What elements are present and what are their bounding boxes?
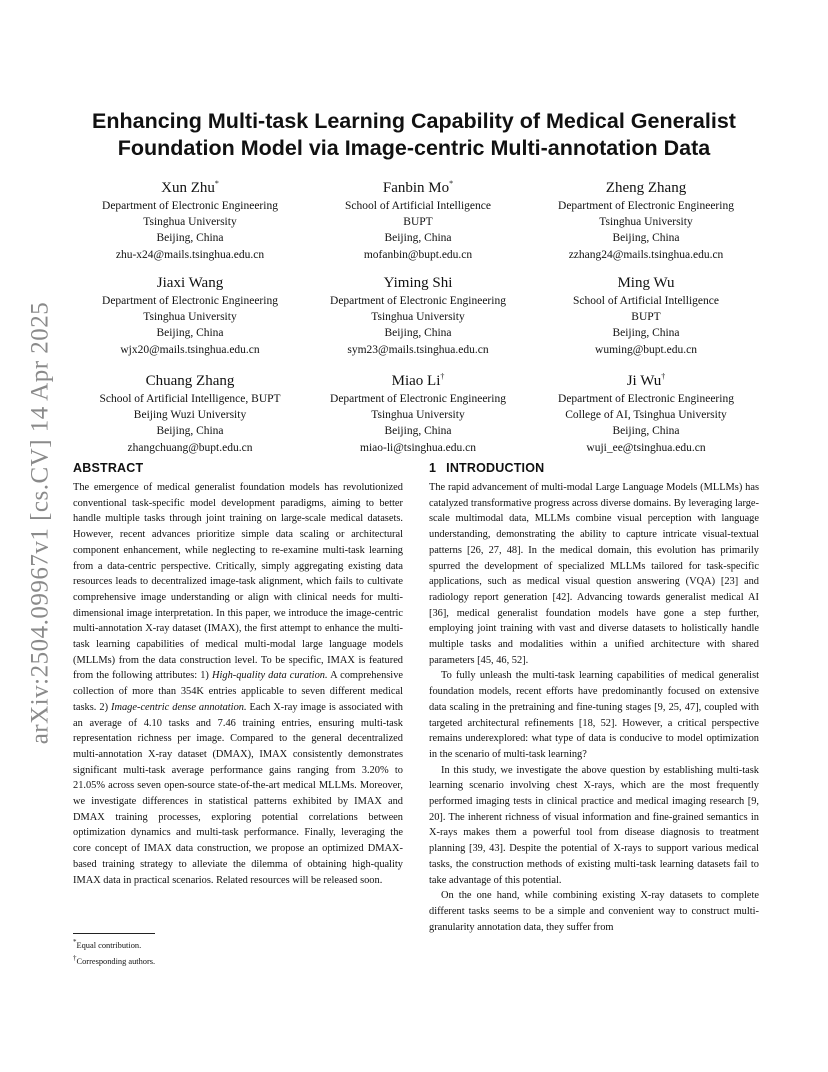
introduction-heading [429,460,759,477]
author-affiliation: Beijing Wuzi University [133,409,247,422]
author-email: zhu-x24@mails.tsinghua.edu.cn [115,248,265,261]
intro-paragraph: The rapid advancement of multi-modal Large Language Models (MLLMs) has catalyzed transformative progress across diverse domains. By leveraging large-scale multimodal data, MLLMs combine visual perception with language understanding, demonstrating the ability to capture intricate visual-textual patterns [26, 27, 48]. In the medical domain, this evolution has primarily spurred the development of specialized MLLMs tailored for task-specific applications, such as medical visual question answering (VQA) [23] and radiology report generation [42]. Advancing towards generalist medical AI [36], medical generalist foundation models have gone a step further, employing joint training with vast and diverse datasets to holistically handle multiple tasks and modalities within a unified architecture with shared parameters [45, 46, 52]. [429,482,759,666]
author-card [304,269,532,367]
arxiv-stamp: arXiv:2504.09967v1 [cs.CV] 14 Apr 2025 [26,301,54,745]
intro-paragraph: In this study, we investigate the above question by establishing multi-task learning scenario involving chest X-rays, which are the most frequently performed imaging tests in clinical practice and medical imaging research [9, 20]. The inherent richness of visual information and fine-grained semantics in X-rays makes them a powerful tool from disease diagnosis to treatment planning [39, 43]. Despite the potential of X-rays to support various medical tasks, the construction methods of existing multi-task learning datasets fail to take advantage of this potential. [429,764,759,886]
author-affiliation: BUPT [631,311,661,324]
author-block [76,174,760,462]
author-name: Chuang Zhang [145,373,235,389]
author-affiliation: Tsinghua University [143,216,237,229]
footnote-divider [73,933,155,934]
author-affiliation: Tsinghua University [371,409,465,422]
author-location: Beijing, China [612,327,680,340]
footnote-corresponding: †Corresponding authors. [73,954,156,967]
section-title: INTRODUCTION [446,461,545,475]
title-line-1: Enhancing Multi-task Learning Capability of Medical Generalist [92,109,736,133]
author-location: Beijing, China [612,232,680,245]
author-card [532,269,760,367]
footnote-equal-contribution: *Equal contribution. [73,938,142,950]
author-card [76,367,304,462]
author-email: miao-li@tsinghua.edu.cn [360,441,476,454]
author-location: Beijing, China [612,425,680,438]
author-name: Fanbin Mo* [382,179,454,196]
abstract-paragraph: The emergence of medical generalist foundation models has revolutionized conventional task-specific model development paradigms, aiming to better handle multiple tasks through joint training on large-scale medical datasets. However, recent advances prioritize simple data scaling or architectural component enhancement, while neglecting to re-examine multi-task learning from a data-centric perspective. Critically, simply aggregating existing data resources leads to decentralized image-task alignment, which fails to cultivate comprehensive image understanding or align with clinical needs for multi-dimensional image interpretation. In this paper, we introduce the image-centric multi-annotation X-ray dataset (IMAX), the first attempt to enhance the multi-task learning capabilities of medical multi-modal large language models (MLLMs) from the data construction level. To be specific, IMAX is featured from the following attributes: 1) High-quality data curation. A comprehensive collection of more than 354K entries applicable to seven different medical tasks. 2) Image-centric dense annotation. Each X-ray image is associated with an average of 4.10 tasks and 7.46 training entries, ensuring multi-task representation richness per image. Compared to the general decentralized multi-annotation X-ray dataset (DMAX), IMAX consistently demonstrates significant multi-task average performance gains ranging from 3.20% to 21.05% across seven open-source state-of-the-art medical MLLMs. Moreover, we investigate differences in statistical patterns exhibited by IMAX and DMAX training processes, exploring potential correlations between optimization dynamics and multi-task performance. Finally, leveraging the core concept of IMAX data construction, we propose an optimized DMAX-based training strategy to alleviate the dilemma of obtaining high-quality IMAX data in practical scenarios. Related resources will be released soon. [73,482,404,886]
author-email: mofanbin@bupt.edu.cn [363,248,473,261]
author-email: wuming@bupt.edu.cn [595,343,697,356]
author-name: Miao Li† [391,372,445,389]
author-card [304,367,532,462]
author-affiliation: Department of Electronic Engineering [558,393,734,405]
author-card [532,367,760,462]
author-email: zzhang24@mails.tsinghua.edu.cn [568,248,724,261]
abstract-heading: ABSTRACT [73,461,144,475]
author-card [76,269,304,367]
author-affiliation: Department of Electronic Engineering [102,295,278,307]
author-card [532,174,760,269]
title-line-2: Foundation Model via Image-centric Multi-annotation Data [117,136,711,160]
author-email: sym23@mails.tsinghua.edu.cn [347,343,489,356]
author-name: Zheng Zhang [605,180,687,196]
author-name: Ji Wu† [626,372,666,389]
intro-paragraph: On the one hand, while combining existing X-ray datasets to complete different tasks seems to be a simple and convenient way to construct multi-granularity annotation data, they suffer from [429,890,759,933]
intro-paragraph: To fully unleash the multi-task learning capabilities of medical generalist foundation models, recent efforts have predominantly focused on extensive data scaling in the pretraining and fine-tuning stages [9, 25, 47], coupled with targeted architectural refinements [18, 52]. However, a critical perspective remains underexplored: what type of data is conducive to model optimization in the scenario of multi-task learning? [429,670,759,760]
author-name: Xun Zhu* [161,179,219,196]
author-affiliation: School of Artificial Intelligence, BUPT [99,393,281,405]
author-email: wjx20@mails.tsinghua.edu.cn [120,343,260,356]
author-affiliation: Department of Electronic Engineering [102,200,278,212]
author-location: Beijing, China [384,327,452,340]
author-name: Jiaxi Wang [156,275,224,291]
author-affiliation: Department of Electronic Engineering [558,200,734,212]
author-email: zhangchuang@bupt.edu.cn [127,441,253,454]
section-number: 1 [429,461,437,475]
author-affiliation: Department of Electronic Engineering [330,393,506,405]
author-affiliation: BUPT [403,216,433,229]
author-affiliation: Tsinghua University [599,216,693,229]
author-affiliation: Tsinghua University [143,311,237,324]
abstract-section [73,460,403,888]
author-card [76,174,304,269]
author-name: Ming Wu [617,275,675,291]
footnotes [73,936,403,969]
author-location: Beijing, China [384,232,452,245]
author-email: wuji_ee@tsinghua.edu.cn [586,441,706,454]
author-location: Beijing, China [156,425,224,438]
author-affiliation: Tsinghua University [371,311,465,324]
author-location: Beijing, China [384,425,452,438]
author-name: Yiming Shi [383,275,453,291]
author-card [304,174,532,269]
introduction-section [429,460,759,935]
author-affiliation: Department of Electronic Engineering [330,295,506,307]
author-affiliation: College of AI, Tsinghua University [565,409,727,422]
author-affiliation: School of Artificial Intelligence [573,295,719,307]
paper-title [60,108,768,162]
author-location: Beijing, China [156,327,224,340]
author-location: Beijing, China [156,232,224,245]
author-affiliation: School of Artificial Intelligence [345,200,491,212]
